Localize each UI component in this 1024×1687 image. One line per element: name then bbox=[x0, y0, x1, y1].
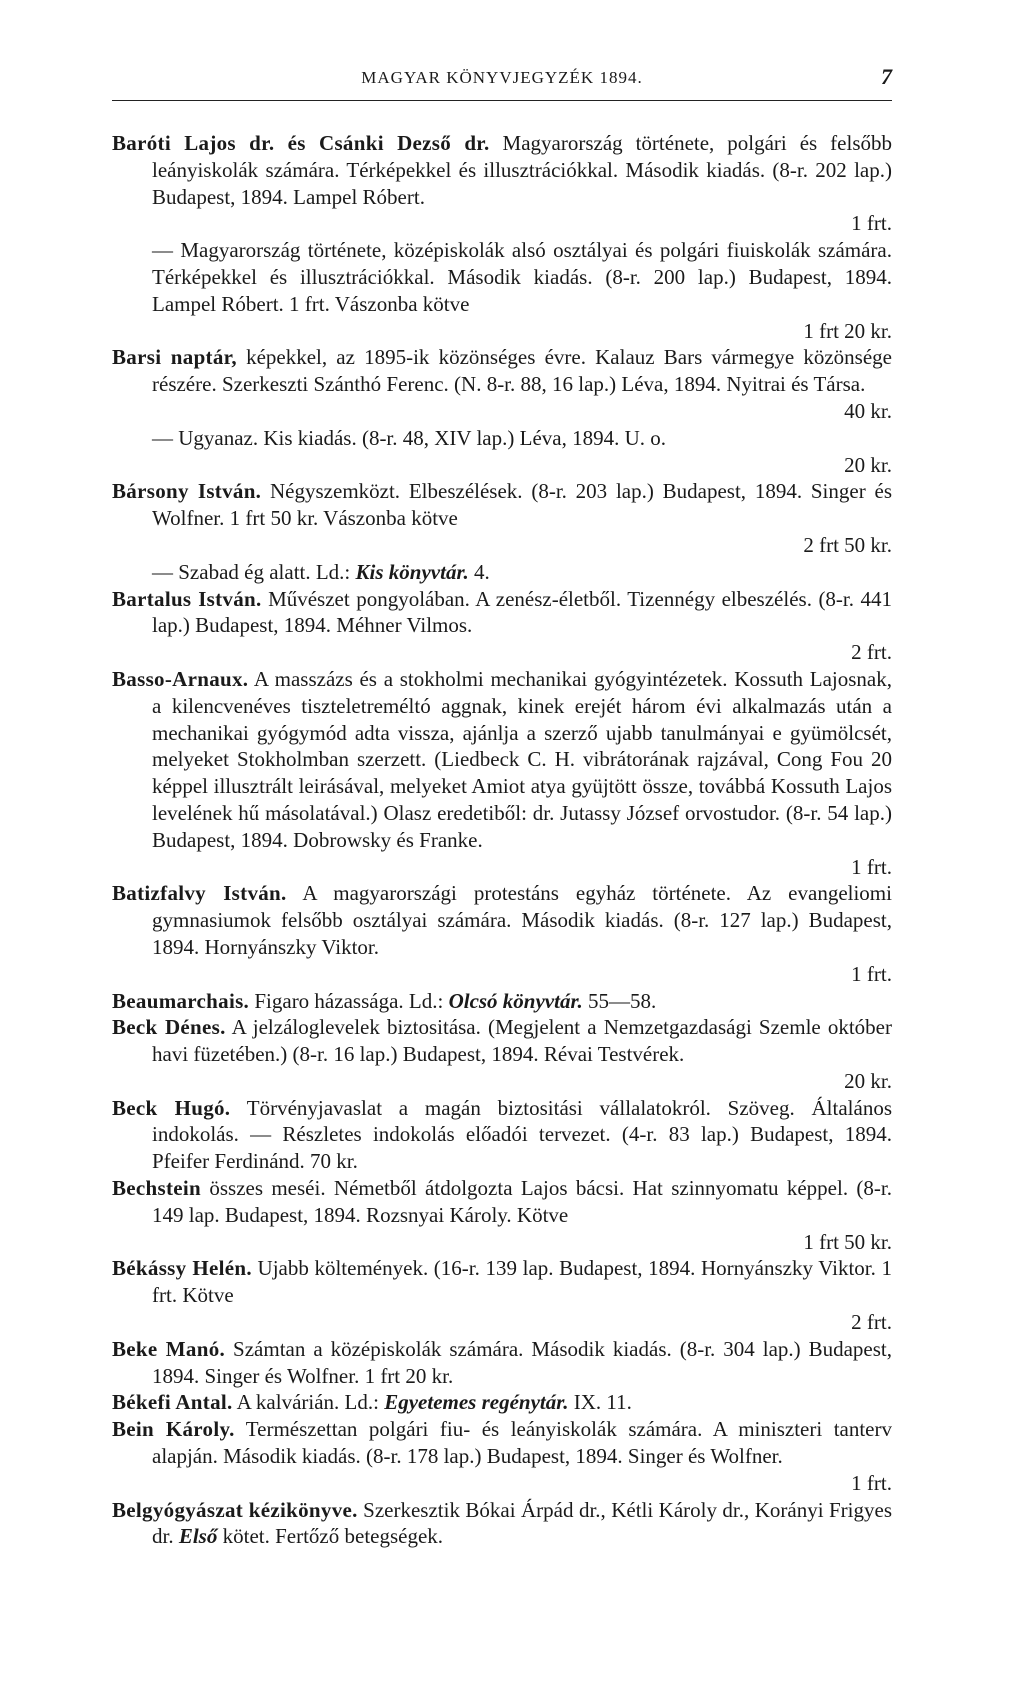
entry-ref: Első bbox=[178, 1524, 218, 1549]
entry-bekefi bbox=[112, 1389, 892, 1416]
entry-price: 1 frt. bbox=[851, 211, 892, 236]
entry-text: Szerkesztik Bókai Árpád dr., Kétli Károly dr., Korányi Frigyes dr. bbox=[152, 1497, 892, 1549]
entry-lead: Baróti Lajos dr. és Csánki Dezső dr. bbox=[112, 131, 490, 155]
entry-price: 2 frt. bbox=[851, 640, 892, 665]
entry-price: 2 frt. bbox=[851, 1310, 892, 1335]
entry-ref: Kis könyvtár. bbox=[355, 559, 469, 584]
entry-lead: Békássy Helén. bbox=[112, 1256, 252, 1281]
entry-lead: Barsi naptár, bbox=[112, 345, 237, 370]
entry-text: Törvényjavaslat a magán biztositási vállalatokról. Szöveg. Általános indokolás. — Részletes indokolás előadói tervezet. (4-r. 83 lap.) Budapest, 1894. Pfeifer Ferdinánd. 70 kr. bbox=[152, 1095, 892, 1174]
entry-beck-hugo bbox=[112, 1095, 892, 1175]
entry-price: 1 frt. bbox=[851, 854, 892, 879]
entry-lead: Bartalus István. bbox=[112, 586, 262, 611]
entry-text: összes meséi. Németből átdolgozta Lajos bácsi. Hat szinnyomatu képpel. (8-r. 149 lap. Budapest, 1894. Rozsnyai Károly. Kötve bbox=[152, 1176, 892, 1227]
entry-lead: Békefi Antal. bbox=[112, 1390, 233, 1415]
entry-lead: Beaumarchais. bbox=[112, 988, 250, 1013]
entry-text: Négyszemközt. Elbeszélések. (8-r. 203 lap.) Budapest, 1894. Singer és Wolfner. 1 frt 50 kr. Vászonba kötve bbox=[152, 479, 892, 531]
entry-text: Számtan a középiskolák számára. Második kiadás. (8-r. 304 lap.) Budapest, 1894. Singer és Wolfner. 1 frt 20 kr. bbox=[152, 1336, 893, 1388]
entry-lead: Belgyógyászat kézikönyve. bbox=[112, 1497, 358, 1522]
entry-belgyogyaszat bbox=[112, 1497, 892, 1551]
entry-beck-denes bbox=[112, 1014, 892, 1094]
entry-beaumarchais bbox=[112, 988, 892, 1015]
entry-ref: Egyetemes regénytár. bbox=[384, 1390, 569, 1415]
entry-text: Figaro házassága. Ld.: bbox=[249, 988, 449, 1013]
entry-after: 55—58. bbox=[582, 988, 657, 1013]
page-header bbox=[112, 62, 892, 92]
entry-lead: Bechstein bbox=[112, 1176, 202, 1201]
entry-after: IX. 11. bbox=[568, 1390, 632, 1415]
page-number: 7 bbox=[881, 64, 892, 89]
entry-lead: Beck Dénes. bbox=[112, 1015, 226, 1040]
entry-bekassy bbox=[112, 1255, 892, 1335]
entry-barsony-sub bbox=[112, 559, 892, 586]
entry-lead: Beke Manó. bbox=[112, 1336, 226, 1361]
entry-after: kötet. Fertőző betegségek. bbox=[217, 1524, 444, 1549]
entry-text: A masszázs és a stokholmi mechanikai gyógyintézetek. Kossuth Lajosnak, a kilencvenéves tiszteletreméltó aggnak, kinek erejét három évi alkalmazás után a mechanikai gyógymód adta vissza, ajánlja a szerző ujabb tanulmányai e gyümölcsét, melyeket Stokholmban szerzett. (Liedbeck C. H. vibrátorának rajzával, Cong Fou 20 képpel illusztrált leirásával, melyeket Amiot atya gyüjtött össze, továbbá Kossuth Lajos levelének hű másolatával.) Olasz eredetiből: dr. Jutassy József orvostudor. (8-r. 54 lap.) Budapest, 1894. Dobrowsky és Franke. bbox=[152, 666, 892, 852]
entry-lead: Basso-Arnaux. bbox=[112, 666, 249, 691]
entry-baroti bbox=[112, 130, 892, 237]
entry-text: Művészet pongyolában. A zenész-életből. Tizennégy elbeszélés. (8-r. 441 lap.) Budapest, 1894. Méhner Vilmos. bbox=[152, 586, 892, 638]
entry-price: 1 frt. bbox=[851, 1470, 892, 1495]
entry-price: 20 kr. bbox=[844, 1068, 892, 1093]
entry-basso bbox=[112, 666, 892, 880]
entry-text: Ujabb költemények. (16-r. 139 lap. Budapest, 1894. Hornyánszky Viktor. 1 frt. Kötve bbox=[152, 1256, 893, 1308]
entry-text: képekkel, az 1895-ik közönséges évre. Kalauz Bars vármegye közönsége részére. Szerkeszti Szánthó Ferenc. (N. 8-r. 88, 16 lap.) Léva, 1894. Nyitrai és Társa. bbox=[152, 345, 892, 397]
entry-text: — Magyarország története, középiskolák alsó osztályai és polgári fiuiskolák számára. Térképekkel és illusztrációkkal. Második kiadás. (8-r. 200 lap.) Budapest, 1894. Lampel Róbert. 1 frt. Vászonba kötve bbox=[152, 238, 892, 316]
entry-lead: Batizfalvy István. bbox=[112, 881, 287, 906]
entry-beke bbox=[112, 1336, 892, 1390]
entry-barsi bbox=[112, 344, 892, 424]
entry-bartalus bbox=[112, 586, 892, 666]
entry-price: 40 kr. bbox=[844, 398, 892, 423]
entry-text: A jelzáloglevelek biztositása. (Megjelent a Nemzetgazdasági Szemle október havi füzetében.) (8-r. 16 lap.) Budapest, 1894. Révai Testvérek. bbox=[152, 1015, 892, 1067]
entry-barsi-sub bbox=[112, 425, 892, 479]
entry-lead: Bein Károly. bbox=[112, 1417, 235, 1442]
entry-batizfalvy bbox=[112, 880, 892, 987]
entry-text: — Ugyanaz. Kis kiadás. (8-r. 48, XIV lap.) Léva, 1894. U. o. bbox=[152, 425, 666, 450]
entry-text: A kalvárián. Ld.: bbox=[232, 1390, 385, 1415]
entry-after: 4. bbox=[468, 559, 490, 584]
entry-text: A magyarországi protestáns egyház története. Az evangeliomi gymnasiumok felsőbb osztályai számára. Második kiadás. (8-r. 127 lap.) Budapest, 1894. Hornyánszky Viktor. bbox=[152, 881, 892, 959]
entry-price: 1 frt 20 kr. bbox=[803, 318, 892, 343]
entry-lead: Bársony István. bbox=[112, 479, 262, 504]
entry-barsony bbox=[112, 478, 892, 558]
entry-text: Természettan polgári fiu- és leányiskolák számára. A miniszteri tanterv alapján. Második kiadás. (8-r. 178 lap.) Budapest, 1894. Singer és Wolfner. bbox=[152, 1417, 892, 1469]
entry-price: 1 frt 50 kr. bbox=[803, 1229, 892, 1254]
entry-baroti-sub bbox=[112, 237, 892, 344]
entry-text: — Szabad ég alatt. Ld.: bbox=[152, 559, 356, 584]
entry-lead: Beck Hugó. bbox=[112, 1095, 231, 1120]
entry-price: 1 frt. bbox=[851, 961, 892, 986]
entry-bein bbox=[112, 1416, 892, 1496]
entry-price: 20 kr. bbox=[844, 452, 892, 477]
header-rule bbox=[112, 100, 892, 101]
entry-text: Magyarország története, polgári és felsőbb leányiskolák számára. Térképekkel és illusztrációkkal. Második kiadás. (8-r. 202 lap.) Budapest, 1894. Lampel Róbert. bbox=[152, 131, 892, 209]
entry-list bbox=[112, 130, 892, 1550]
entry-ref: Olcsó könyvtár. bbox=[448, 988, 583, 1013]
entry-bechstein bbox=[112, 1175, 892, 1255]
entry-price: 2 frt 50 kr. bbox=[803, 532, 892, 557]
running-head: MAGYAR KÖNYVJEGYZÉK 1894. bbox=[361, 68, 643, 87]
